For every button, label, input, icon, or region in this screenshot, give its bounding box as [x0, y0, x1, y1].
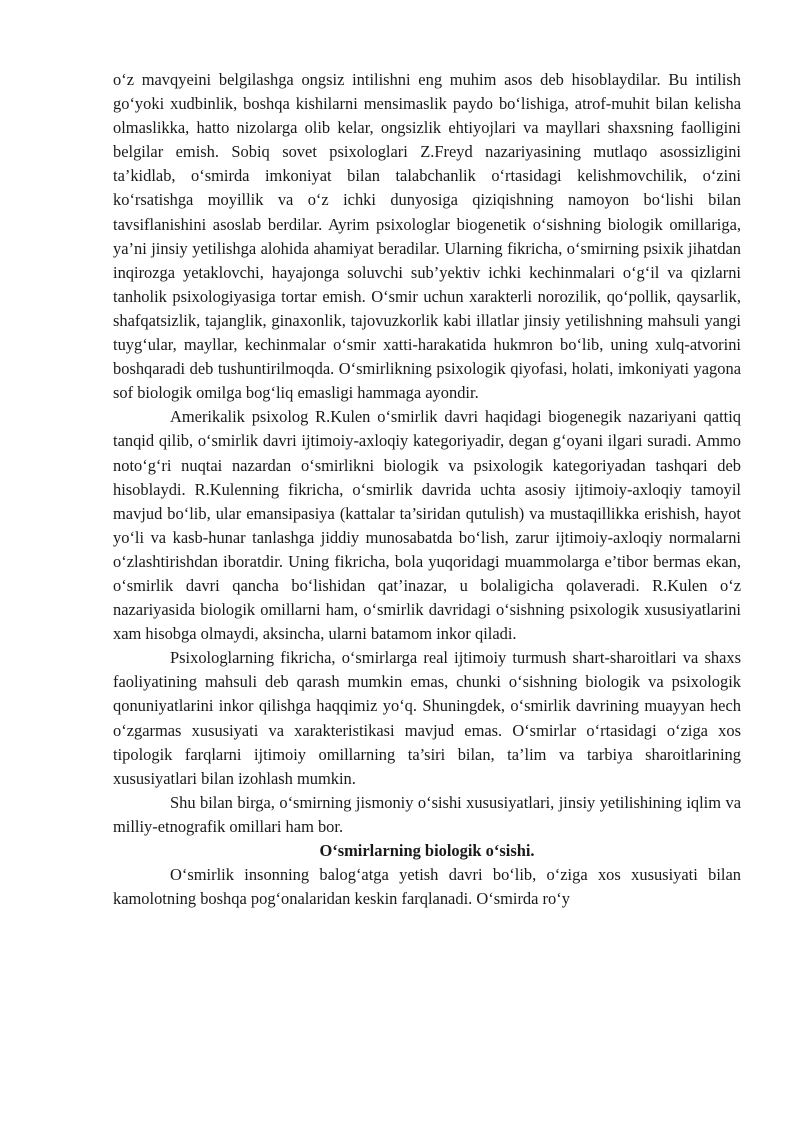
- paragraph-2: Amerikalik psixolog R.Kulen o‘smirlik davri haqidagi biogenegik nazariyani qattiq tanqid qilib, o‘smirlik davri ijtimoiy-axloqiy kategoriyadir, degan g‘oyani ilgari suradi. Ammo noto‘g‘ri nuqtai nazardan o‘smirlikni biologik va psixologik kategoriyadan tashqari deb hisoblaydi. R.Kulenning fikricha, o‘smirlik davrida uchta asosiy ijtimoiy-axloqiy tamoyil mavjud bo‘lib, ular emansipasiya (kattalar ta’siridan qutulish) va mustaqillikka erishish, hayot yo‘li va kasb-hunar tanlashga jiddiy munosabatda bo‘lish, zarur ijtimoiy-axloqiy normalarni o‘zlashtirishdan iboratdir. Uning fikricha, bola yuqoridagi muammolarga e’tibor bermas ekan, o‘smirlik davri qancha bo‘lishidan qat’inazar, u bolaligicha qolaveradi. R.Kulen o‘z nazariyasida biologik omillarni ham, o‘smirlik davridagi o‘sishning psixologik xususiyatlarini xam hisobga olmaydi, aksincha, ularni batamom inkor qiladi.: [113, 407, 741, 644]
- paragraph-5: O‘smirlik insonning balog‘atga yetish davri bo‘lib, o‘ziga xos xususiyati bilan kamolotning boshqa pog‘onalaridan keskin farqlanadi. O‘smirda ro‘y: [113, 865, 741, 909]
- section-heading: O‘smirlarning biologik o‘sishi.: [319, 841, 535, 860]
- paragraph-1: o‘z mavqyeini belgilashga ongsiz intilishni eng muhim asos deb hisoblaydilar. Bu intilish go‘yoki xudbinlik, boshqa kishilarni mensimaslik paydo bo‘lishiga, atrof-muhit bilan kelisha olmaslikka, hatto nizolarga olib kelar, ongsizlik ehtiyojlari va mayllari shaxsning faolligini belgilar emish. Sobiq sovet psixologlari Z.Freyd nazariyasining mutlaqo asossizligini ta’kidlab, o‘smirda imkoniyat bilan talabchanlik o‘rtasidagi kelishmovchilik, o‘zini ko‘rsatishga moyillik va o‘z ichki dunyosiga qiziqishning namoyon bo‘lishi bilan tavsiflanishini asoslab berdilar. Ayrim psixologlar biogenetik o‘sishning biologik omillariga, ya’ni jinsiy yetilishga alohida ahamiyat beradilar. Ularning fikricha, o‘smirning psixik jihatdan inqirozga yetaklovchi, hayajonga soluvchi sub’yektiv ichki kechinmalari o‘g‘il va qizlarni tanholik psixologiyasiga tortar emish. O‘smir uchun xarakterli norozilik, qo‘pollik, qaysarlik, shafqatsizlik, tajanglik, ginaxonlik, tajovuzkorlik kabi illatlar jinsiy yetilishning mahsuli yangi tuyg‘ular, mayllar, kechinmalar o‘smir xatti-harakatida hukmron bo‘lib, uning xulq-atvorini boshqaradi deb tushuntirilmoqda. O‘smirlikning psixologik qiyofasi, holati, imkoniyati yagona sof biologik omilga bog‘liq emasligi hammaga ayondir.: [113, 70, 741, 403]
- paragraph-4: Shu bilan birga, o‘smirning jismoniy o‘sishi xususiyatlari, jinsiy yetilishining iqlim va milliy-etnografik omillari ham bor.: [113, 792, 741, 836]
- document-page: [113, 68, 741, 911]
- paragraph-3: Psixologlarning fikricha, o‘smirlarga real ijtimoiy turmush shart-sharoitlari va shaxs faoliyatining mahsuli deb qarash mumkin emas, chunki o‘sishning biologik va psixologik qonuniyatlarini inkor qilishga haqqimiz yo‘q. Shuningdek, o‘smirlik davrining muayyan hech o‘zgarmas xususiyati va xarakteristikasi mavjud emas. O‘smirlar o‘rtasidagi o‘ziga xos tipologik farqlarni ijtimoiy omillarning ta’siri bilan, ta’lim va tarbiya sharoitlarining xususiyatlari bilan izohlash mumkin.: [113, 648, 741, 788]
